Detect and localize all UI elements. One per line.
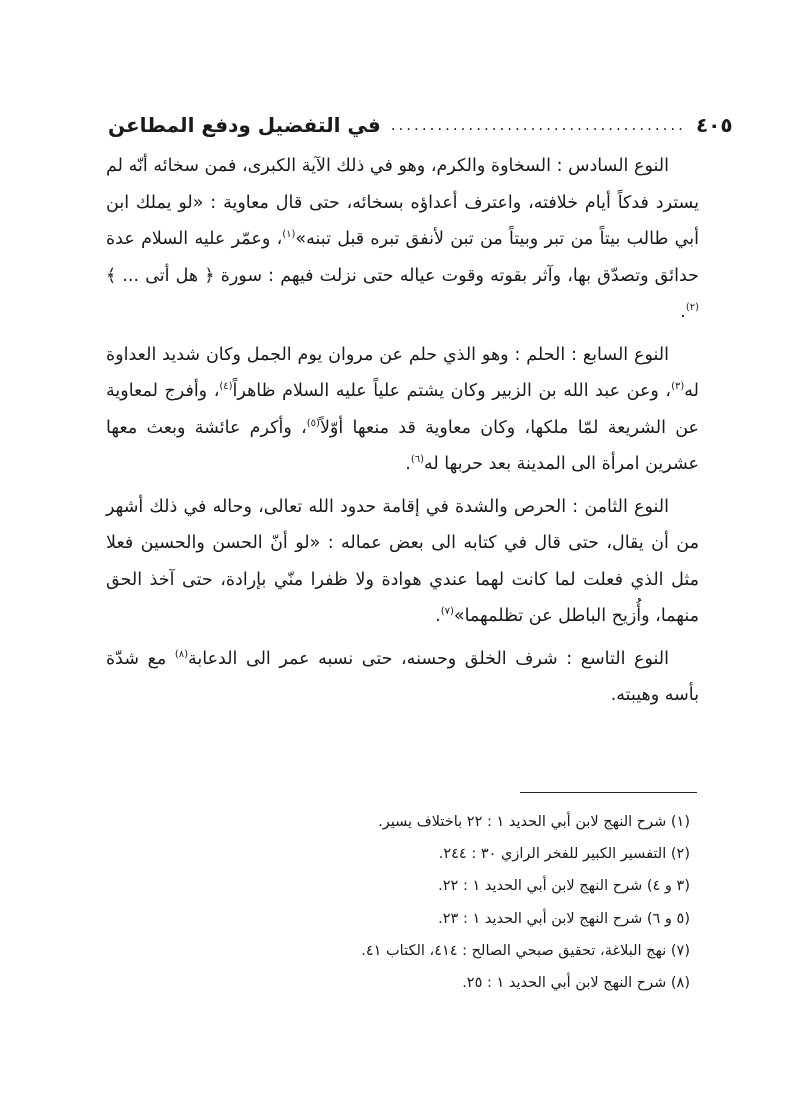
paragraph-forbearance (106, 337, 699, 483)
footnote-marker: (١) (282, 229, 296, 241)
paragraph-text: النوع السابع : الحلم : وهو الذي حلم عن مروان يوم الجمل وكان شديد العداوة له (106, 344, 699, 401)
paragraph-text: ، وأكرم عائشة وبعث معها عشرين امرأة الى المدينة بعد حربها له (106, 417, 699, 474)
footnote-item: (٥ و ٦) شرح النهج لابن أبي الحديد ١ : ٢٣. (438, 910, 690, 927)
page-number: ٤٠٥ (695, 113, 733, 137)
footnote-marker: (٨) (174, 648, 189, 660)
running-header-title: في التفضيل ودفع المطاعن (108, 113, 381, 137)
paragraph-generosity (106, 148, 699, 331)
footnote-item: (٣ و ٤) شرح النهج لابن أبي الحديد ١ : ٢٢. (438, 878, 690, 895)
footnote-marker: (٥) (306, 417, 320, 429)
paragraph-text: ، وعن عبد الله بن الزبير وكان يشتم علياً عليه السلام ظاهراً (232, 381, 672, 401)
running-header (108, 105, 733, 145)
footnote-marker: (٦) (410, 454, 425, 466)
footnote-item: (٧) نهج البلاغة، تحقيق صبحي الصالح : ٤١٤، الكتاب ٤١. (361, 942, 690, 959)
header-leader-dots: ...................................... (390, 116, 686, 134)
footnote-item: (٢) التفسير الكبير للفخر الرازي ٣٠ : ٢٤٤. (438, 846, 690, 863)
paragraph-text: . (405, 454, 411, 474)
footnote-separator (520, 792, 697, 793)
paragraph-text: . (435, 606, 441, 626)
paragraph-text: النوع التاسع : شرف الخلق وحسنه، حتى نسبه عمر الى الدعابة (188, 648, 669, 669)
paragraph-text: مع شدّة بأسه وهيبته. (106, 648, 699, 705)
footnote-marker: (٤) (219, 381, 233, 393)
paragraph-text: النوع السادس : السخاوة والكرم، وهو في ذلك الآية الكبرى، فمن سخائه أنّه لم يسترد فدكاً أيام خلافته، واعترف أعداؤه بسخائه، حتى قال معاوية : «لو يملك ابن أبي طالب بيتاً من تبر وبيتاً من تبن لأنفق تبره قبل تبنه» (106, 156, 699, 249)
footnote-item: (٨) شرح النهج لابن أبي الحديد ١ : ٢٥. (462, 975, 690, 992)
footnote-marker: (٧) (440, 606, 454, 618)
footnote-marker: (٢) (685, 302, 699, 314)
paragraph-text: . (680, 302, 686, 322)
paragraph-text: ، وأفرج لمعاوية عن الشريعة لمّا ملكها، وكان معاوية قد منعها أوّلاً (106, 381, 699, 438)
footnote-item: (١) شرح النهج لابن أبي الحديد ١ : ٢٢ باختلاف يسير. (378, 814, 690, 830)
paragraph-text: النوع الثامن : الحرص والشدة في إقامة حدود الله تعالى، وحاله في ذلك أشهر من أن يقال، حتى قال في كتابه الى بعض عماله : «لو أنّ الحسن والحسين فعلا مثل الذي فعلت لما كانت لهما عندي هوادة ولا ظفرا منّي بإرادة، حتى آخذ الحق منهما، وأُزيح الباطل عن تظلمهما» (106, 496, 699, 626)
main-text (106, 148, 699, 720)
footnotes (250, 806, 690, 999)
paragraph-text: ، وعمّر عليه السلام عدة حدائق وتصدّق بها، وآثر بقوته وقوت عياله حتى نزلت فيهم : سورة ﴿ هل أتى ... ﴾ (106, 229, 699, 286)
footnote-marker: (٣) (671, 381, 685, 393)
paragraph-character (106, 641, 699, 714)
paragraph-zeal (106, 489, 699, 635)
